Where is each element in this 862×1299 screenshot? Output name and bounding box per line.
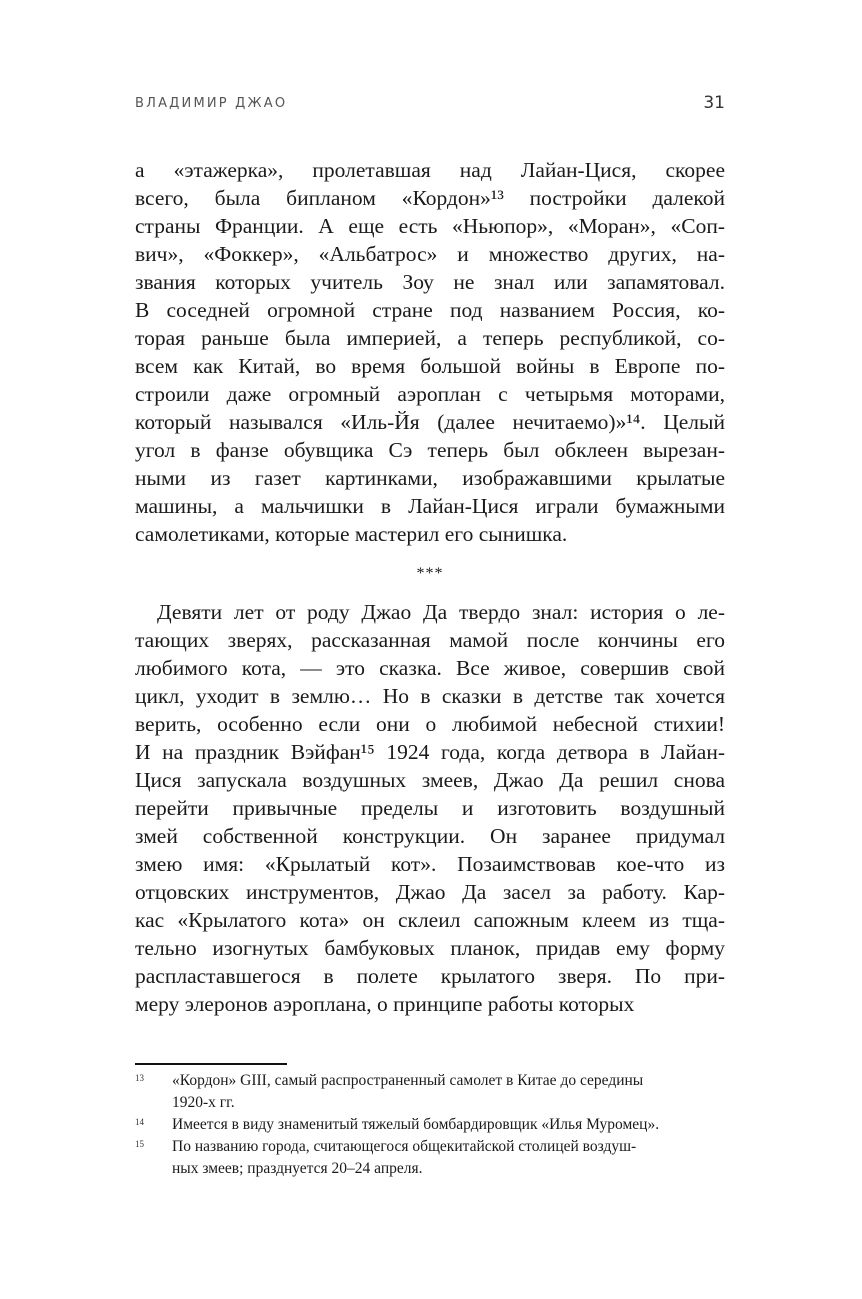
text-line: В соседней огромной стране под названием Россия, ко- <box>135 298 725 322</box>
text-line: меру элеронов аэроплана, о принципе работы которых <box>135 992 635 1016</box>
footnote <box>135 1070 735 1114</box>
text-line: распластавшегося в полете крылатого зверя. По при- <box>135 964 725 988</box>
footnote-number: 15 <box>135 1139 144 1149</box>
text-line: отцовских инструментов, Джао Да засел за работу. Кар- <box>135 880 725 904</box>
text-line: машины, а мальчишки в Лайан-Цися играли бумажными <box>135 494 725 518</box>
text-line: ными из газет картинками, изображавшими крылатые <box>135 466 725 490</box>
paragraph <box>135 156 725 548</box>
body-text <box>135 156 725 1018</box>
text-line: угол в фанзе обувщика Сэ теперь был обклеен вырезан- <box>135 438 725 462</box>
text-line: змею имя: «Крылатый кот». Позаимствовав кое-что из <box>135 852 725 876</box>
footnote-line: ных змеев; празднуется 20–24 апреля. <box>172 1160 423 1177</box>
footnote-number: 13 <box>135 1073 144 1083</box>
footnote-line: «Кордон» GIII, самый распространенный самолет в Китае до середины <box>172 1072 644 1089</box>
text-line: вич», «Фоккер», «Альбатрос» и множество других, на- <box>135 242 725 266</box>
footnote-line: 1920-х гг. <box>172 1094 235 1111</box>
footnote-line: По названию города, считающегося общекитайской столицей воздуш- <box>172 1138 637 1155</box>
footnotes <box>135 1070 735 1180</box>
text-line: кас «Крылатого кота» он склеил сапожным клеем из тща- <box>135 908 725 932</box>
text-line: строили даже огромный аэроплан с четырьмя моторами, <box>135 382 725 406</box>
page-number: 31 <box>703 93 725 113</box>
text-line: цикл, уходит в землю… Но в сказки в детстве так хочется <box>135 684 725 708</box>
text-line: перейти привычные пределы и изготовить воздушный <box>135 796 725 820</box>
footnote-number: 14 <box>135 1117 144 1127</box>
text-line: тельно изогнутых бамбуковых планок, придав ему форму <box>135 936 725 960</box>
footnote <box>135 1136 735 1180</box>
text-line: всем как Китай, во время большой войны в Европе по- <box>135 354 725 378</box>
section-break: *** <box>416 565 444 582</box>
text-line: любимого кота, — это сказка. Все живое, совершив свой <box>135 656 725 680</box>
footnote <box>135 1114 735 1136</box>
paragraph <box>135 598 725 1018</box>
text-line: Цися запускала воздушных змеев, Джао Да решил снова <box>135 768 725 792</box>
text-line: торая раньше была империей, а теперь республикой, со- <box>135 326 725 350</box>
text-line: а «этажерка», пролетавшая над Лайан-Цися, скорее <box>135 158 725 182</box>
footnote-separator <box>135 1063 287 1065</box>
text-line: всего, была бипланом «Кордон»¹³ постройки далекой <box>135 186 725 210</box>
text-line: страны Франции. А еще есть «Ньюпор», «Моран», «Соп- <box>135 214 725 238</box>
footnote-line: Имеется в виду знаменитый тяжелый бомбардировщик «Илья Муромец». <box>172 1116 660 1133</box>
text-line: тающих зверях, рассказанная мамой после кончины его <box>135 628 725 652</box>
running-header-author: ВЛАДИМИР ДЖАО <box>135 96 288 111</box>
text-line: Девяти лет от роду Джао Да твердо знал: история о ле- <box>157 600 725 624</box>
text-line: И на праздник Вэйфан¹⁵ 1924 года, когда детвора в Лайан- <box>135 740 725 764</box>
text-line: верить, особенно если они о любимой небесной стихии! <box>135 712 725 736</box>
text-line: самолетиками, которые мастерил его сынишка. <box>135 522 568 546</box>
text-line: который назывался «Иль-Йя (далее нечитаемо)»¹⁴. Целый <box>135 410 725 434</box>
text-line: змей собственной конструкции. Он заранее придумал <box>135 824 725 848</box>
text-line: звания которых учитель Зоу не знал или запамятовал. <box>135 270 725 294</box>
running-header <box>135 93 725 116</box>
